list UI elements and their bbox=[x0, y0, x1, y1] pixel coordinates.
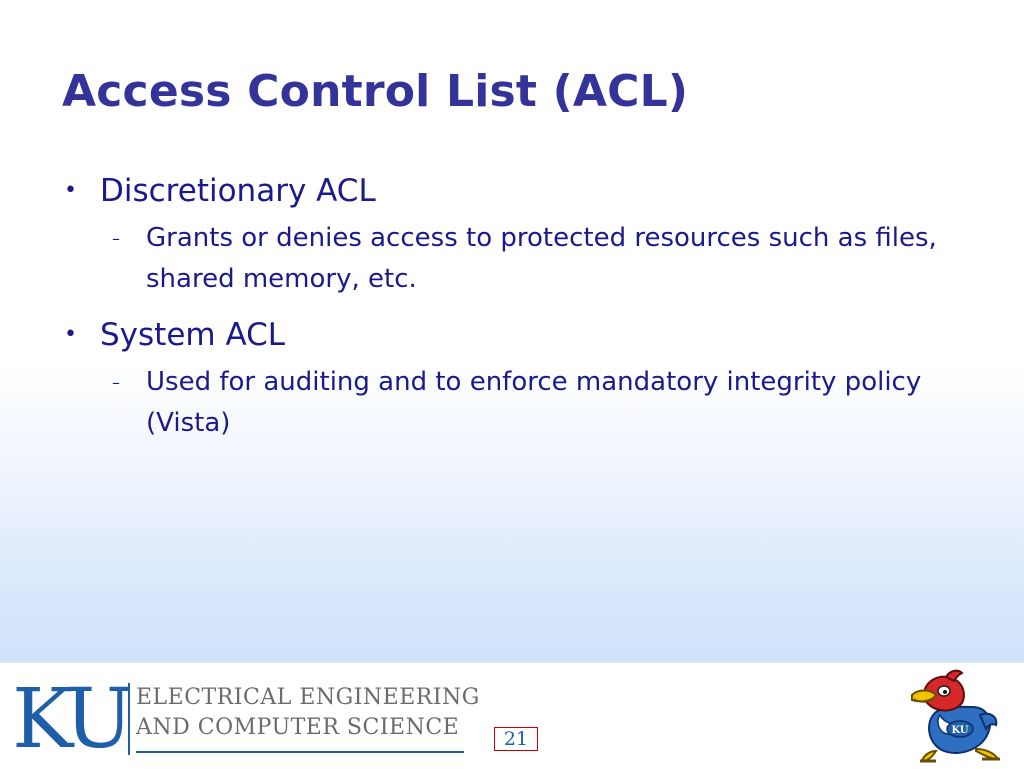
ku-logo: KU bbox=[12, 672, 128, 767]
bullet-list bbox=[62, 170, 982, 458]
bullet-item bbox=[62, 170, 982, 212]
sub-bullet-marker: – bbox=[112, 229, 120, 248]
bullet-marker: • bbox=[64, 178, 77, 203]
sub-bullet-marker: – bbox=[112, 373, 120, 392]
footer-rule bbox=[136, 751, 464, 753]
bullet-item bbox=[62, 314, 982, 356]
sub-bullet-item bbox=[62, 218, 982, 300]
jayhawk-mascot-icon bbox=[906, 667, 1006, 767]
department-name-line1: ELECTRICAL ENGINEERING bbox=[136, 685, 480, 710]
sub-bullet-item bbox=[62, 362, 982, 444]
bullet-marker: • bbox=[64, 322, 77, 347]
mascot-label: KU bbox=[951, 725, 969, 736]
bullet-text: System ACL bbox=[100, 317, 286, 353]
slide-title: Access Control List (ACL) bbox=[62, 66, 689, 117]
page-number: 21 bbox=[494, 727, 538, 751]
logo-divider bbox=[128, 683, 130, 755]
sub-bullet-text: Grants or denies access to protected resources such as files, shared memory, etc. bbox=[146, 223, 937, 294]
sub-bullet-text: Used for auditing and to enforce mandatory integrity policy (Vista) bbox=[146, 367, 922, 438]
bullet-text: Discretionary ACL bbox=[100, 173, 376, 209]
department-name-line2: AND COMPUTER SCIENCE bbox=[136, 715, 460, 740]
slide-footer bbox=[0, 662, 1024, 769]
